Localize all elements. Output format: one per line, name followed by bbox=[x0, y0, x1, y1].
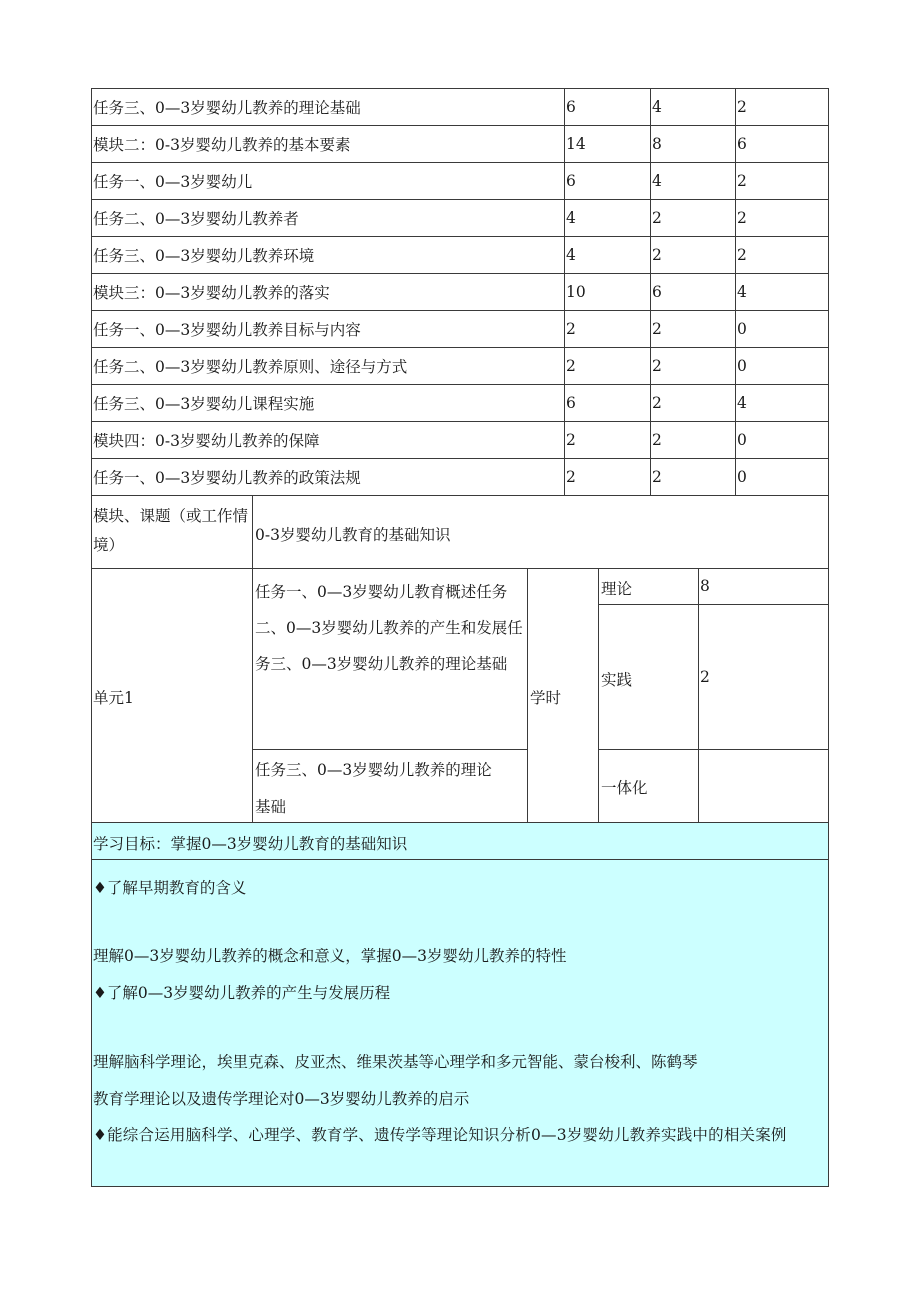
objective-line-2: 理解0—3岁婴幼儿教养的概念和意义，掌握0—3岁婴幼儿教养的特性 bbox=[93, 947, 567, 965]
theory-label: 理论 bbox=[601, 580, 633, 598]
hours-row-practice: 6 bbox=[737, 134, 747, 153]
practice-label: 实践 bbox=[601, 671, 633, 689]
hours-row-total: 2 bbox=[566, 467, 576, 486]
hours-row-total: 14 bbox=[566, 134, 586, 153]
theory-value: 8 bbox=[700, 577, 710, 595]
objective-line-4: 理解脑科学理论，埃里克森、皮亚杰、维果茨基等心理学和多元智能、蒙台梭利、陈鹤琴 bbox=[93, 1053, 698, 1071]
hours-row-name: 任务三、0—3岁婴幼儿教养的理论基础 bbox=[93, 98, 361, 117]
module-value: 0-3岁婴幼儿教育的基础知识 bbox=[255, 526, 451, 544]
hours-label: 学时 bbox=[530, 689, 562, 707]
hours-row-practice: 0 bbox=[737, 430, 747, 449]
hours-row-total: 10 bbox=[566, 282, 586, 301]
hours-row-name: 模块二：0-3岁婴幼儿教养的基本要素 bbox=[93, 135, 351, 154]
unit-tasks-lower: 任务三、0—3岁婴幼儿教养的理论基础 bbox=[255, 761, 492, 816]
objective-line-1: ♦了解早期教育的含义 bbox=[93, 879, 247, 897]
hours-row-practice: 0 bbox=[737, 356, 747, 375]
hours-row-practice: 0 bbox=[737, 319, 747, 338]
hours-row-theory: 2 bbox=[652, 208, 662, 227]
hours-row-total: 4 bbox=[566, 245, 576, 264]
hours-row-practice: 4 bbox=[737, 393, 747, 412]
objectives-title: 学习目标：掌握0—3岁婴幼儿教育的基础知识 bbox=[93, 835, 408, 853]
hours-row-theory: 4 bbox=[652, 97, 662, 116]
objective-line-6: ♦能综合运用脑科学、心理学、教育学、遗传学等理论知识分析0—3岁婴幼儿教养实践中的相关案例 bbox=[93, 1126, 787, 1144]
hours-row-name: 任务一、0—3岁婴幼儿教养目标与内容 bbox=[93, 320, 361, 339]
hours-row-theory: 2 bbox=[652, 245, 662, 264]
hours-row-total: 6 bbox=[566, 97, 576, 116]
hours-row-theory: 2 bbox=[652, 319, 662, 338]
practice-value: 2 bbox=[700, 668, 710, 686]
hours-row-name: 任务三、0—3岁婴幼儿教养环境 bbox=[93, 246, 315, 265]
objective-line-5: 教育学理论以及遗传学理论对0—3岁婴幼儿教养的启示 bbox=[93, 1090, 470, 1108]
hours-row-name: 任务一、0—3岁婴幼儿教养的政策法规 bbox=[93, 468, 361, 487]
hours-row-theory: 2 bbox=[652, 356, 662, 375]
hours-row-theory: 2 bbox=[652, 467, 662, 486]
hours-row-name: 任务一、0—3岁婴幼儿 bbox=[93, 172, 253, 191]
hours-row-name: 任务二、0—3岁婴幼儿教养原则、途径与方式 bbox=[93, 357, 408, 376]
hours-row-name: 模块三：0—3岁婴幼儿教养的落实 bbox=[93, 283, 330, 302]
integrated-label: 一体化 bbox=[601, 779, 648, 797]
hours-row-practice: 4 bbox=[737, 282, 747, 301]
hours-row-practice: 0 bbox=[737, 467, 747, 486]
hours-row-theory: 4 bbox=[652, 171, 662, 190]
hours-row-theory: 8 bbox=[652, 134, 662, 153]
hours-row-name: 任务三、0—3岁婴幼儿课程实施 bbox=[93, 394, 315, 413]
hours-row-total: 4 bbox=[566, 208, 576, 227]
hours-row-practice: 2 bbox=[737, 97, 747, 116]
hours-row-theory: 2 bbox=[652, 393, 662, 412]
module-label: 模块、课题（或工作情境） bbox=[93, 507, 249, 554]
unit-label: 单元1 bbox=[93, 689, 134, 707]
objective-line-3: ♦了解0—3岁婴幼儿教养的产生与发展历程 bbox=[93, 984, 391, 1002]
hours-row-practice: 2 bbox=[737, 208, 747, 227]
hours-row-name: 任务二、0—3岁婴幼儿教养者 bbox=[93, 209, 299, 228]
hours-row-name: 模块四：0-3岁婴幼儿教养的保障 bbox=[93, 431, 320, 450]
hours-row-total: 2 bbox=[566, 430, 576, 449]
hours-row-practice: 2 bbox=[737, 245, 747, 264]
hours-row-practice: 2 bbox=[737, 171, 747, 190]
unit-tasks-upper: 任务一、0—3岁婴幼儿教育概述任务二、0—3岁婴幼儿教养的产生和发展任务三、0—3岁婴幼儿教养的理论基础 bbox=[255, 583, 523, 673]
hours-row-theory: 6 bbox=[652, 282, 662, 301]
hours-row-total: 6 bbox=[566, 393, 576, 412]
hours-row-total: 2 bbox=[566, 356, 576, 375]
hours-row-theory: 2 bbox=[652, 430, 662, 449]
hours-row-total: 6 bbox=[566, 171, 576, 190]
hours-row-total: 2 bbox=[566, 319, 576, 338]
